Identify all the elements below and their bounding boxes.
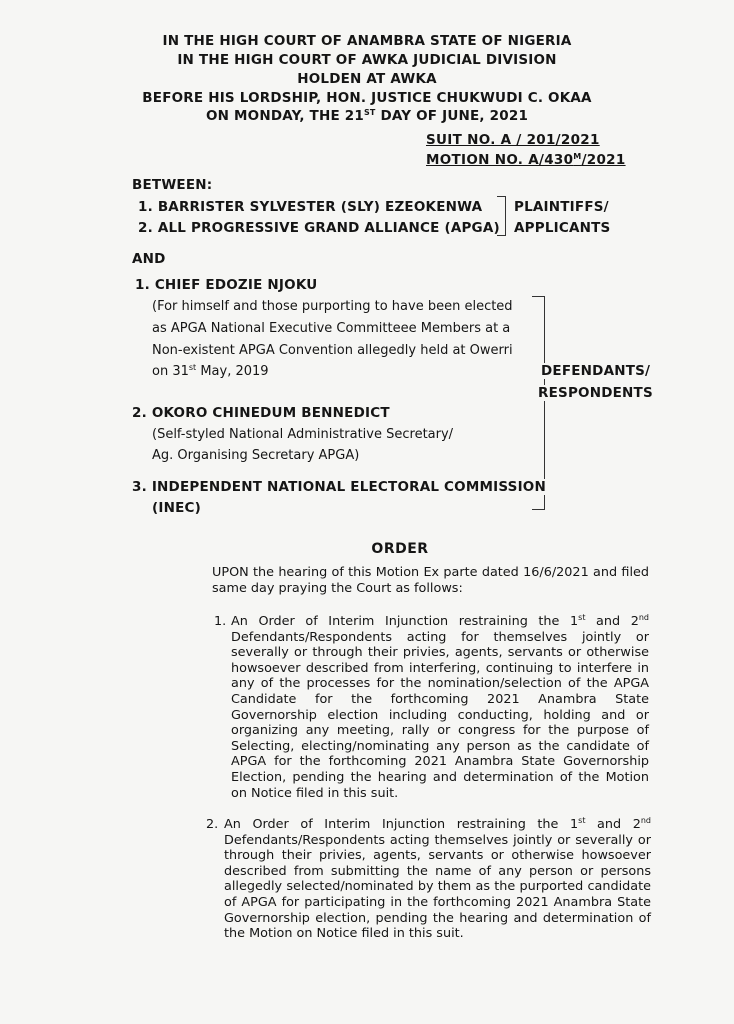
order-item-2: An Order of Interim Injunction restraining the 1st and 2nd Defendants/Respondents acting themselves jointly or severally or through their privies, agents, servants or otherwise howsoever described from submitting the name of any person or persons allegedly selected/nominated by them as the purported candidate of APGA for participating in the forthcoming 2021 Anambra State Governorship election, pending the hearing and determination of the Motion on Notice filed in this suit. <box>224 816 652 942</box>
order-item-1: An Order of Interim Injunction restraining the 1st and 2nd Defendants/Respondents acting for themselves jointly or severally or through their privies, agents, servants or otherwise howsoever described from interfering, continuing to interfere in any of the processes for the nomination/selection of the APGA Candidate for the forthcoming 2021 Anambra State Governorship election including conducting, holding and or organizing any meeting, rally or congress for the purpose of Selecting, electing/nominating any person as the candidate of APGA for the forthcoming 2021 Anambra State Governorship Election, pending the hearing and determination of the Motion on Notice filed in this suit. <box>231 613 650 801</box>
defendant-2: 2. OKORO CHINEDUM BENNEDICT <box>132 405 390 421</box>
defendant-1-desc: (For himself and those purporting to have been elected <box>152 299 513 314</box>
item-2-number: 2. <box>206 817 219 832</box>
plaintiff-1: 1. BARRISTER SYLVESTER (SLY) EZEOKENWA <box>138 199 483 215</box>
defendant-1-desc-4: on 31st May, 2019 <box>152 363 269 379</box>
and-label: AND <box>132 251 166 267</box>
holden-at: HOLDEN AT AWKA <box>297 71 437 87</box>
item-1-number: 1. <box>214 614 227 629</box>
division-title: IN THE HIGH COURT OF AWKA JUDICIAL DIVISION <box>177 52 557 68</box>
suit-number: SUIT NO. A / 201/2021 <box>426 132 600 148</box>
defendant-2-desc: (Self-styled National Administrative Secretary/ <box>152 427 454 442</box>
defendant-3: 3. INDEPENDENT NATIONAL ELECTORAL COMMISSION <box>132 479 546 495</box>
defendant-3-abbr: (INEC) <box>152 500 201 516</box>
order-intro: UPON the hearing of this Motion Ex parte dated 16/6/2021 and filed same day praying the Court as follows: <box>212 565 649 596</box>
court-title: IN THE HIGH COURT OF ANAMBRA STATE OF NIGERIA <box>162 33 572 49</box>
defendant-2-desc-2: Ag. Organising Secretary APGA) <box>152 448 360 463</box>
judge-line: BEFORE HIS LORDSHIP, HON. JUSTICE CHUKWUDI C. OKAA <box>142 90 592 106</box>
plaintiff-role-1: PLAINTIFFS/ <box>514 199 609 215</box>
plaintiff-role-2: APPLICANTS <box>514 220 611 236</box>
plaintiff-2: 2. ALL PROGRESSIVE GRAND ALLIANCE (APGA) <box>138 220 500 236</box>
between-label: BETWEEN: <box>132 177 213 193</box>
date-line: ON MONDAY, THE 21ST DAY OF JUNE, 2021 <box>205 108 529 124</box>
defendant-role-2: RESPONDENTS <box>538 385 653 401</box>
defendant-brace <box>532 296 545 510</box>
defendant-1-desc-2: as APGA National Executive Committeee Members at a <box>152 321 511 336</box>
motion-number: MOTION NO. $A/430^M/2021$ <box>426 152 626 168</box>
plaintiff-brace <box>497 196 506 236</box>
defendant-1: 1. CHIEF EDOZIE NJOKU <box>135 277 318 293</box>
order-title: ORDER <box>371 541 429 557</box>
defendant-role-1: DEFENDANTS/ <box>541 363 651 379</box>
defendant-1-desc-3: Non-existent APGA Convention allegedly held at Owerri <box>152 343 513 358</box>
